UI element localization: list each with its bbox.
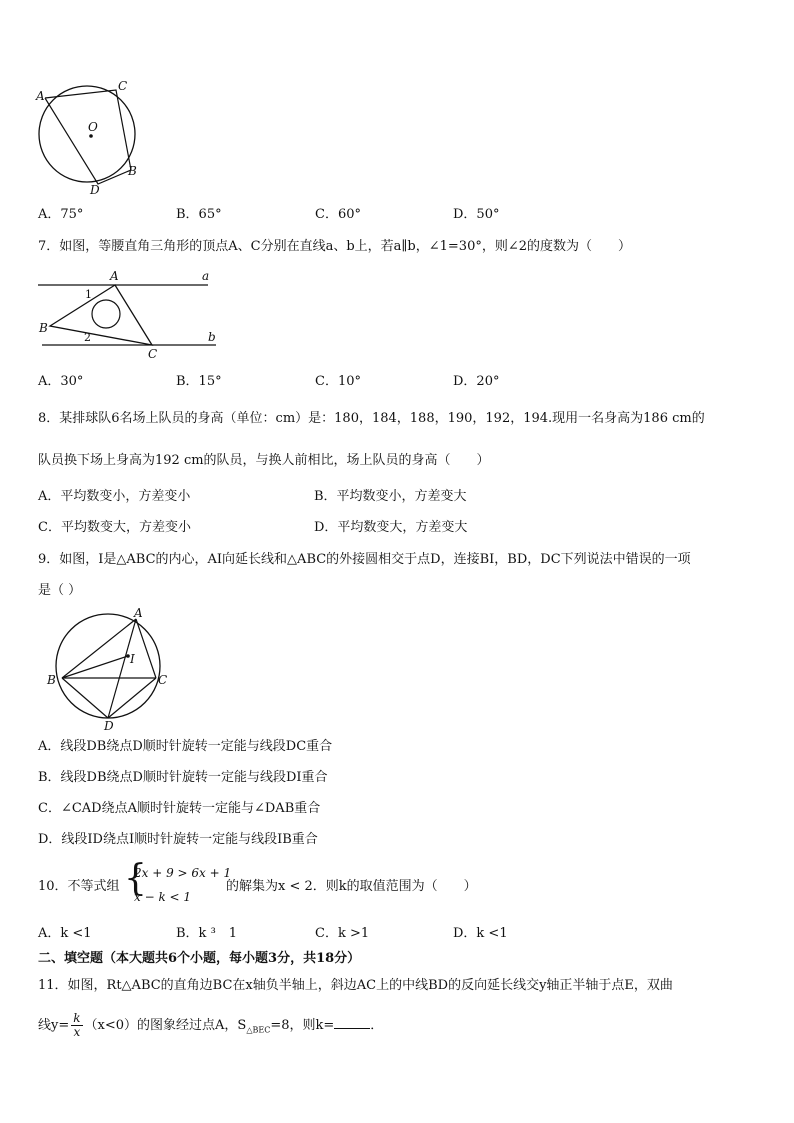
label-B: B xyxy=(128,164,137,178)
label-C: C xyxy=(158,673,168,687)
label-C: C xyxy=(148,347,158,361)
q11-fraction xyxy=(71,1012,82,1039)
label-B: B xyxy=(39,321,48,335)
label-B: B xyxy=(47,673,56,687)
q11-question-line1: 11．如图，Rt△ABC的直角边BC在x轴负半轴上，斜边AC上的中线BD的反向延长线交y轴正半轴于点E，双曲 xyxy=(38,978,673,993)
q11-post: =8，则k= xyxy=(270,1018,335,1033)
label-D: D xyxy=(90,183,100,197)
q7-question: 7．如图，等腰直角三角形的顶点A、C分别在直线a、b上，若a∥b，∠1=30°，则∠2的度数为（ ） xyxy=(38,239,632,254)
q6-option-a[interactable]: A．75° xyxy=(38,207,84,222)
q8-option-b[interactable]: B．平均数变小，方差变大 xyxy=(314,489,467,504)
q11-prefix: 线y= xyxy=(38,1018,70,1033)
q11-answer-blank[interactable] xyxy=(334,1016,370,1029)
label-A: A xyxy=(36,89,45,103)
q6-option-b[interactable]: B．65° xyxy=(176,207,222,222)
q9-option-d[interactable]: D．线段ID绕点I顺时针旋转一定能与线段IB重合 xyxy=(38,832,318,847)
center-point xyxy=(89,134,93,138)
q8-question-line2: 队员换下场上身高为192 cm的队员，与换人前相比，场上队员的身高（ ） xyxy=(38,453,490,468)
q10-inequality-2: x − k < 1 xyxy=(134,890,192,904)
label-2: 2 xyxy=(84,331,91,344)
q7-option-c[interactable]: C．10° xyxy=(315,374,361,389)
q8-option-a[interactable]: A．平均数变小，方差变小 xyxy=(38,489,191,504)
label-I: I xyxy=(130,652,135,666)
q7-option-a[interactable]: A．30° xyxy=(38,374,84,389)
q7-option-b[interactable]: B．15° xyxy=(176,374,222,389)
fraction-numerator: k xyxy=(73,1011,81,1025)
fraction-denominator: x xyxy=(73,1025,81,1039)
q10-suffix: 的解集为x < 2．则k的取值范围为（ ） xyxy=(226,879,477,894)
q9-question-line2: 是（ ） xyxy=(38,583,82,598)
q7-option-d[interactable]: D．20° xyxy=(453,374,500,389)
q6-option-c[interactable]: C．60° xyxy=(315,207,361,222)
q6-option-d[interactable]: D．50° xyxy=(453,207,500,222)
q11-question-line2 xyxy=(38,1010,383,1047)
q10-option-d[interactable]: D．k <1 xyxy=(453,926,508,941)
q10-option-c[interactable]: C．k >1 xyxy=(315,926,370,941)
section-title: 二、填空题（本大题共6个小题，每小题3分，共18分） xyxy=(38,951,361,966)
label-1: 1 xyxy=(85,288,92,301)
q9-option-c[interactable]: C．∠CAD绕点A顺时针旋转一定能与∠DAB重合 xyxy=(38,801,321,816)
q8-option-c[interactable]: C．平均数变大，方差变小 xyxy=(38,520,191,535)
label-b: b xyxy=(208,330,216,344)
q9-circle-figure xyxy=(42,606,182,730)
label-A: A xyxy=(134,606,143,620)
q11-mid: （x<0）的图象经过点A，S xyxy=(84,1018,247,1033)
q10-prefix: 10．不等式组 xyxy=(38,879,120,894)
q7-triangle-figure xyxy=(30,268,230,364)
q6-circle-figure xyxy=(30,78,150,200)
q10-inequality-1: 2x + 9 > 6x + 1 xyxy=(134,866,232,880)
label-D: D xyxy=(104,719,114,730)
label-C: C xyxy=(118,79,128,93)
q9-option-b[interactable]: B．线段DB绕点D顺时针旋转一定能与线段DI重合 xyxy=(38,770,328,785)
q8-question-line1: 8．某排球队6名场上队员的身高（单位：cm）是：180，184，188，190，192，194.现用一名身高为186 cm的 xyxy=(38,411,705,426)
q9-question-line1: 9．如图，I是△ABC的内心，AI向延长线和△ABC的外接圆相交于点D，连接BI，BD，DC下列说法中错误的一项 xyxy=(38,552,691,567)
label-A: A xyxy=(110,269,119,283)
q11-subscript: △BEC xyxy=(246,1025,271,1035)
circumcircle xyxy=(39,86,135,182)
inner-circle xyxy=(92,300,120,328)
q10-brace: { xyxy=(124,858,147,899)
label-a: a xyxy=(202,269,210,283)
circumcircle xyxy=(56,614,160,718)
q9-option-a[interactable]: A．线段DB绕点D顺时针旋转一定能与线段DC重合 xyxy=(38,739,333,754)
q10-option-a[interactable]: A．k <1 xyxy=(38,926,92,941)
q8-option-d[interactable]: D．平均数变大，方差变大 xyxy=(314,520,468,535)
label-O: O xyxy=(88,120,98,134)
q10-option-b[interactable]: B．k ³ 1 xyxy=(176,926,238,941)
right-triangle xyxy=(50,285,152,345)
q11-end: ． xyxy=(370,1018,384,1033)
